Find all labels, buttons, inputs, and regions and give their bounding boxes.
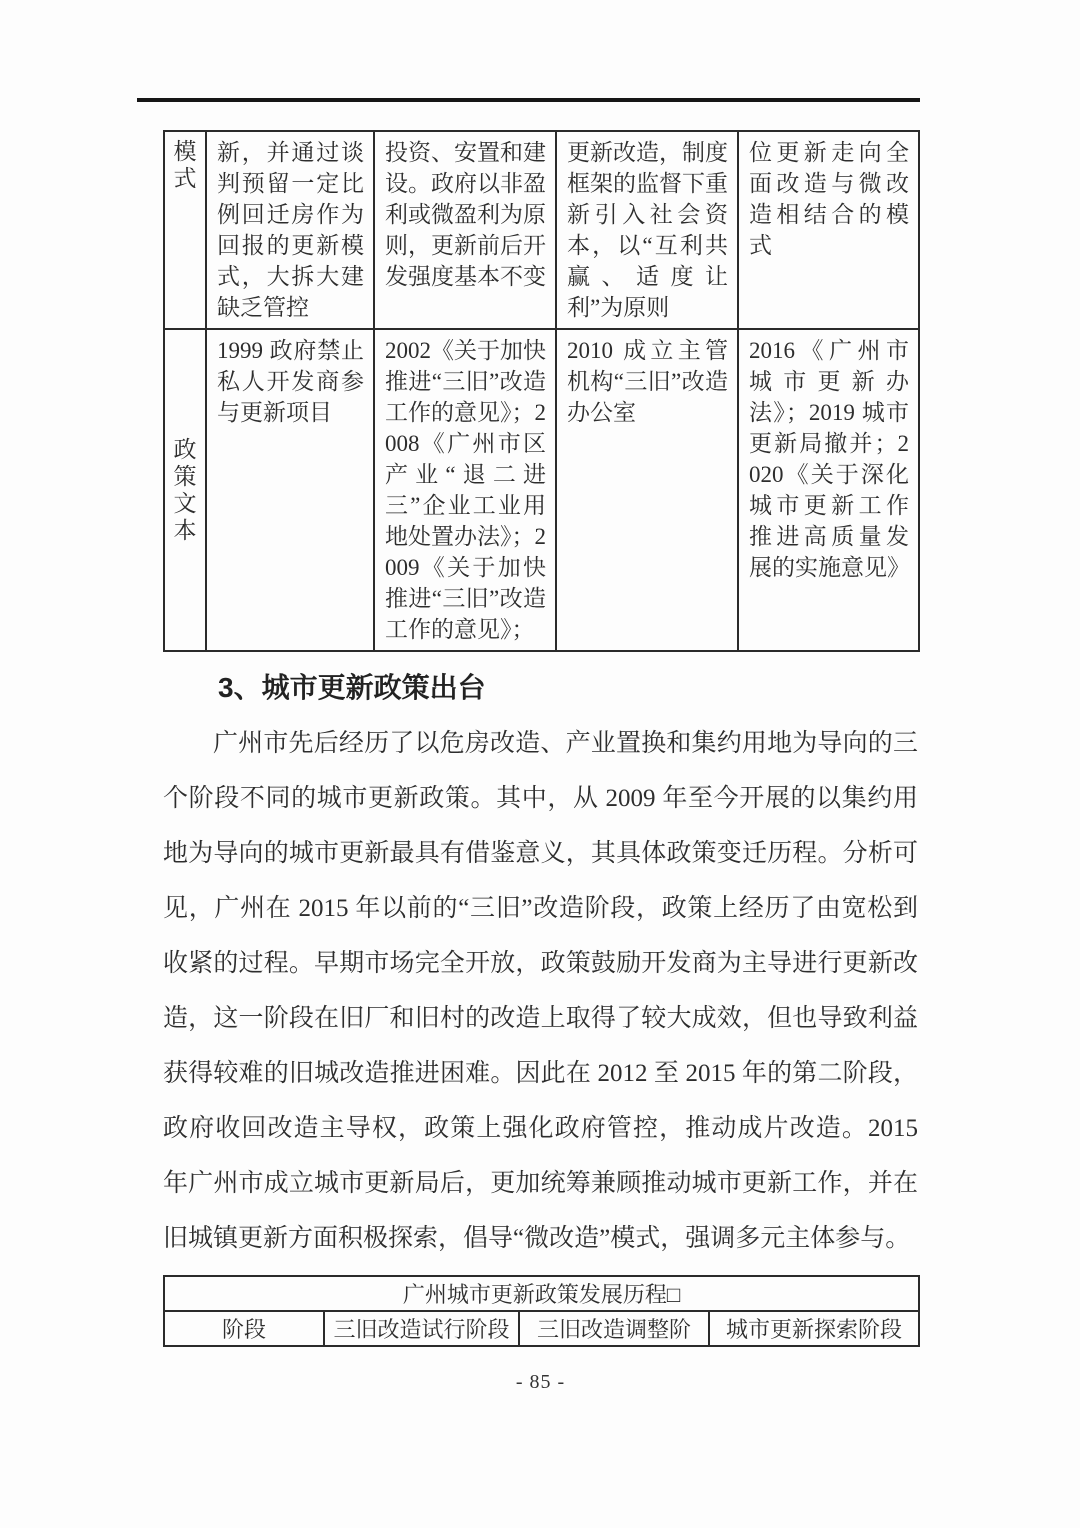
table-cell: 2010 成立主管机构“三旧”改造办公室	[556, 329, 738, 651]
table-cell: 位更新走向全面改造与微改造相结合的模式	[738, 131, 919, 329]
stage-cell: 三旧改造试行阶段	[324, 1311, 519, 1346]
page-number: - 85 -	[515, 1371, 566, 1393]
table-stage-row	[164, 1311, 919, 1346]
table-cell: 更新改造，制度框架的监督下重新引入社会资本，以“互利共赢、适度让利”为原则	[556, 131, 738, 329]
table-cell: 2016《广州市城市更新办法》；2019 城市更新局撤并；2020《关于深化城市更新工作推进高质量发展的实施意见》	[738, 329, 919, 651]
table-cell: 投资、安置和建设。政府以非盈利或微盈利为原则，更新前后开发强度基本不变	[374, 131, 556, 329]
table-cell: 2002《关于加快推进“三旧”改造工作的意见》；2008《广州市区产业“退二进三”企业工业用地处置办法》；2009《关于加快推进“三旧”改造工作的意见》；	[374, 329, 556, 651]
table-cell: 1999 政府禁止私人开发商参与更新项目	[206, 329, 374, 651]
stage-header-cell: 阶段	[164, 1311, 324, 1346]
table-title: 广州城市更新政策发展历程□	[164, 1276, 919, 1311]
page-content	[163, 130, 918, 1394]
policy-comparison-table	[163, 130, 920, 652]
body-paragraph: 广州市先后经历了以危房改造、产业置换和集约用地为导向的三个阶段不同的城市更新政策。其中，从 2009 年至今开展的以集约用地为导向的城市更新最具有借鉴意义，其具体政策变迁历程。分析可见，广州在 2015 年以前的“三旧”改造阶段，政策上经历了由宽松到收紧的过程。早期市场完全开放，政策鼓励开发商为主导进行更新改造，这一阶段在旧厂和旧村的改造上取得了较大成效，但也导致利益获得较难的旧城改造推进困难。因此在 2012 至 2015 年的第二阶段，政府收回改造主导权，政策上强化政府管控，推动成片改造。2015 年广州市成立城市更新局后，更加统筹兼顾推动城市更新工作，并在旧城镇更新方面积极探索，倡导“微改造”模式，强调多元主体参与。	[163, 730, 918, 1252]
table-cell: 新，并通过谈判预留一定比例回迁房作为回报的更新模式，大拆大建缺乏管控	[206, 131, 374, 329]
policy-history-table	[163, 1275, 920, 1347]
row-header-mode: 模式	[164, 131, 206, 329]
section-heading: 3、城市更新政策出台	[218, 672, 486, 703]
table-row-policy-text	[164, 329, 919, 651]
stage-cell: 城市更新探索阶段	[709, 1311, 919, 1346]
table-title-row	[164, 1276, 919, 1311]
row-header-policy-text: 政策文本	[164, 329, 206, 651]
header-rule	[137, 98, 920, 102]
stage-cell: 三旧改造调整阶	[519, 1311, 709, 1346]
table-row-mode	[164, 131, 919, 329]
